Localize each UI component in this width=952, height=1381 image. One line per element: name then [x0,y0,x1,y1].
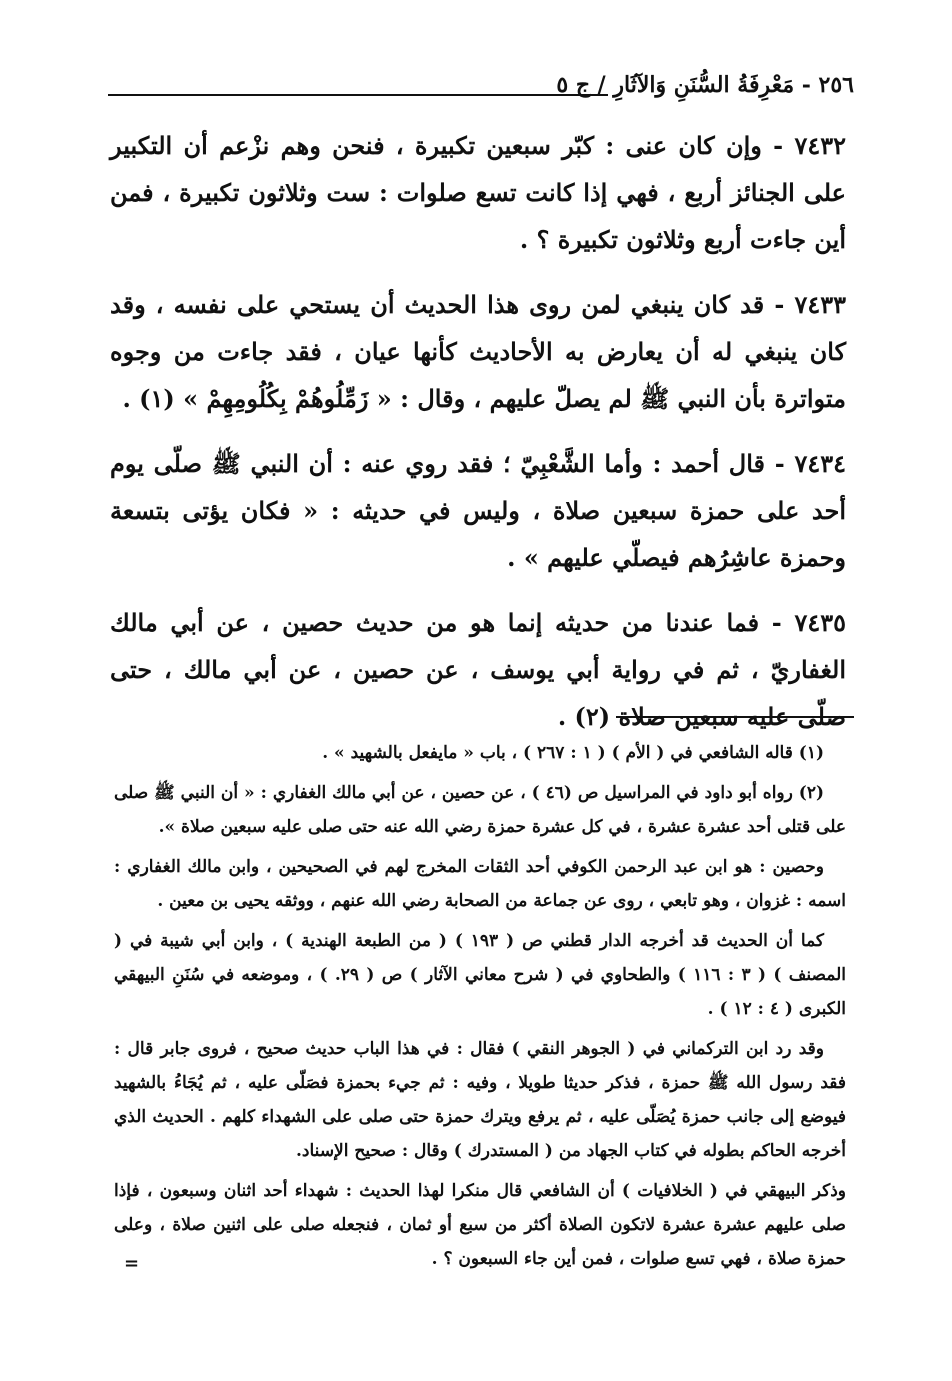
page-header [108,66,854,106]
running-header: ٢٥٦ - مَعْرِفَةُ السُّنَنِ وَالآثَارِ / ج ٥ [556,72,854,98]
paragraph-7433: ٧٤٣٣ - قد كان ينبغي لمن روى هذا الحديث أن يستحي على نفسه ، وقد كان ينبغي له أن يعارض به الأحاديث كأنها عيان ، فقد جاءت من وجوه متواترة بأن النبي ﷺ لم يصلّ عليهم ، وقال : « زَمِّلُوهُمْ بِكُلُومِهِمْ » (١) . [110,290,847,413]
footnote-1: (١) قاله الشافعي في ( الأم ) ( ١ : ٢٦٧ ) ، باب « مايفعل بالشهيد » . [322,743,824,763]
footnote-2-turkmani: وقد رد ابن التركماني في ( الجوهر النقي ) فقال : في هذا الباب حديث صحيح ، فروى جابر قال : فقد رسول الله ﷺ حمزة ، فذكر حديثا طويلا ، وفيه : ثم جيء بحمزة فصَلّى عليه ، ثم يُجَاءُ بالشهيد فيوضع إلى جانب حمزة يُصَلّى عليه ، ثم يرفع ويترك حمزة حتى صلى على الشهداء كلهم . الحديث الذي أخرجه الحاكم بطوله في كتاب الجهاد من ( المستدرك ) وقال : صحيح الإسناد. [114,1039,846,1161]
main-text [110,122,846,758]
footnote-2-bayhaqi: وذكر البيهقي في ( الخلافيات ) أن الشافعي قال منكرا لهذا الحديث : شهداء أحد اثنان وسبعون ، فإذا صلى عليهم عشرة عشرة لاتكون الصلاة أكثر من سبع أو ثمان ، فنجعله صلى على اثنين صلاة ، وعلى حمزة صلاة ، فهي تسع صلوات ، فمن أين جاء السبعون ؟ . [114,1181,846,1269]
footnote-2-sources: كما أن الحديث قد أخرجه الدار قطني ص ( ١٩٣ ) ( من الطبعة الهندية ) ، وابن أبي شيبة في ( المصنف ) ( ٣ : ١١٦ ) والطحاوي في ( شرح معاني الآثار ) ص ( ٢٩. ) ، وموضعه في سُنَنِ البيهقي الكبرى ( ٤ : ١٢ ) . [114,931,847,1019]
paragraph-7432: ٧٤٣٢ - وإن كان عنى : كبّر سبعين تكبيرة ، فنحن وهم نزْعم أن التكبير على الجنائز أربع ، فهي إذا كانت تسع صلوات : ست وثلاثون تكبيرة ، فمن أين جاءت أربع وثلاثون تكبيرة ؟ . [110,131,846,254]
footnote-2-husayn: وحصين : هو ابن عبد الرحمن الكوفي أحد الثقات المخرج لهم في الصحيحين ، وابن مالك الغفاري : اسمه : غزوان ، وهو تابعي ، روى عن جماعة من الصحابة رضي الله عنهم ، ووثقه يحيى بن معين . [114,857,846,911]
footnote-2: (٢) رواه أبو داود في المراسيل ص (٤٦ ) ، عن حصين ، عن أبي مالك الغفاري : « أن النبي ﷺ صلى على قتلى أحد عشرة عشرة ، في كل عشرة حمزة رضي الله عنه حتى صلى عليه سبعين صلاة ». [114,783,846,837]
paragraph-7435: ٧٤٣٥ - فما عندنا من حديثه إنما هو من حديث حصين ، عن أبي مالك الغفاريّ ، ثم في رواية أبي يوسف ، عن حصين ، عن أبي مالك ، حتى صلّى عليه سبعين صلاة (٢) . [110,608,846,731]
header-rule [108,94,608,96]
continuation-mark: = [124,1253,140,1274]
footnotes [114,736,846,1282]
paragraph-7434: ٧٤٣٤ - قال أحمد : وأما الشَّعْبِيّ ؛ فقد روي عنه : أن النبي ﷺ صلّى يوم أحد على حمزة سبعين صلاة ، وليس في حديثه : « فكان يؤتى بتسعة وحمزة عاشِرُهم فيصلّي عليهم » . [110,449,847,572]
footnote-separator [616,716,854,718]
